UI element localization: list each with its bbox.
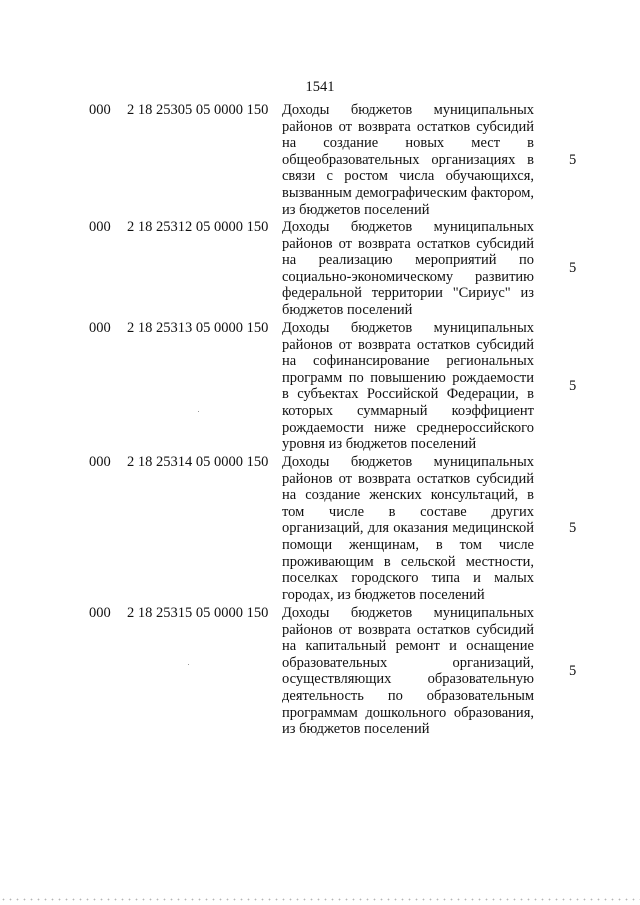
amount-value: 5 xyxy=(569,378,577,394)
revenue-name: Доходы бюджетов муниципальных районов от возврата остатков субсидий на создание женских консультаций, в том числе в составе других организаций, для оказания медицинской помощи женщинам, в том числе проживающим в сельской местности, поселках городского типа и малых городах, из бюджетов поселений xyxy=(282,454,534,603)
table-row xyxy=(0,102,640,219)
revenue-name: Доходы бюджетов муниципальных районов от возврата остатков субсидий на реализацию мероприятий по социально-экономическому развитию федеральной территории "Сириус" из бюджетов поселений xyxy=(282,219,534,318)
admin-code: 000 xyxy=(89,454,111,470)
budget-classification-code: 2 18 25313 05 0000 150 xyxy=(127,320,269,336)
scan-edge-noise xyxy=(0,898,640,901)
admin-code: 000 xyxy=(89,102,111,118)
table-row xyxy=(0,320,640,454)
scan-speck xyxy=(198,411,199,412)
budget-classification-code: 2 18 25315 05 0000 150 xyxy=(127,605,269,621)
amount-value: 5 xyxy=(569,260,577,276)
revenue-codes-table xyxy=(0,102,640,739)
amount-value: 5 xyxy=(569,152,577,168)
admin-code: 000 xyxy=(89,320,111,336)
revenue-name: Доходы бюджетов муниципальных районов от возврата остатков субсидий на создание новых мест в общеобразовательных организациях в связи с ростом числа обучающихся, вызванным демографическим фактором, из бюджетов поселений xyxy=(282,102,534,218)
table-row xyxy=(0,605,640,739)
budget-classification-code: 2 18 25312 05 0000 150 xyxy=(127,219,269,235)
scan-speck xyxy=(188,664,189,665)
table-row xyxy=(0,219,640,320)
table-row xyxy=(0,454,640,605)
budget-classification-code: 2 18 25314 05 0000 150 xyxy=(127,454,269,470)
amount-value: 5 xyxy=(569,520,577,536)
revenue-name: Доходы бюджетов муниципальных районов от возврата остатков субсидий на капитальный ремонт и оснащение образовательных организаций, осуществляющих образовательную деятельность по образовательным программам дошкольного образования, из бюджетов поселений xyxy=(282,605,534,738)
page-number: 1541 xyxy=(305,79,335,95)
budget-classification-code: 2 18 25305 05 0000 150 xyxy=(127,102,269,118)
revenue-name: Доходы бюджетов муниципальных районов от возврата остатков субсидий на софинансирование региональных программ по повышению рождаемости в субъектах Российской Федерации, в которых суммарный коэффициент рождаемости ниже среднероссийского уровня из бюджетов поселений xyxy=(282,320,534,453)
admin-code: 000 xyxy=(89,605,111,621)
admin-code: 000 xyxy=(89,219,111,235)
amount-value: 5 xyxy=(569,663,577,679)
